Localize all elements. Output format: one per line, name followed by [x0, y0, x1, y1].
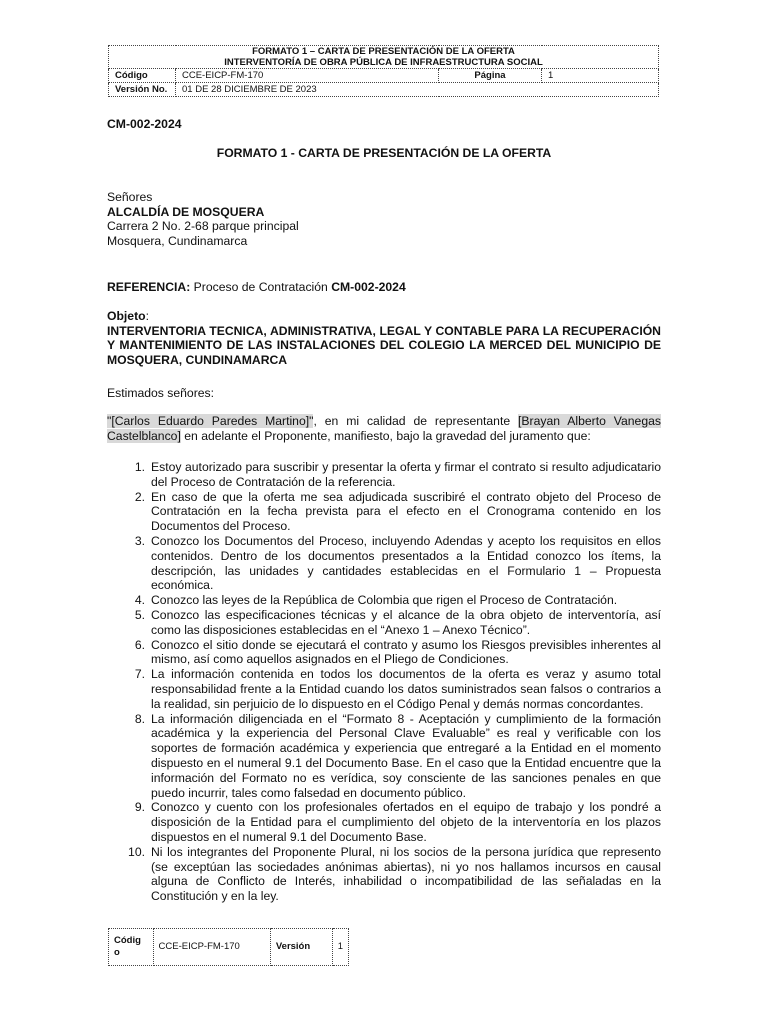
list-item: [107, 490, 661, 534]
object-block: [107, 309, 661, 367]
reference-label: REFERENCIA:: [107, 280, 191, 294]
object-text: INTERVENTORIA TECNICA, ADMINISTRATIVA, LEGAL Y CONTABLE PARA LA RECUPERACIÓN Y MANTENIMIENTO DE LAS INSTALACIONES DEL COLEGIO LA MERCED DEL MUNICIPIO DE MOSQUERA, CUNDINAMARCA: [107, 323, 661, 367]
header-title-line1: FORMATO 1 – CARTA DE PRESENTACIÓN DE LA OFERTA: [252, 46, 515, 57]
list-item: [107, 608, 661, 638]
list-item-text: Conozco el sitio donde se ejecutará el contrato y asumo los Riesgos previsibles inherentes al mismo, así como aquellos asignados en el Pliego de Condiciones.: [151, 637, 661, 667]
list-item: [107, 638, 661, 668]
list-item-number: 10.: [128, 844, 145, 859]
footer-code-value: CCE-EICP-FM-170: [153, 929, 270, 966]
reference-code: CM-002-2024: [331, 280, 406, 294]
list-item-number: 6.: [134, 637, 145, 652]
header-version-label: Versión No.: [109, 83, 176, 97]
list-item-text: Conozco las leyes de la República de Colombia que rigen el Proceso de Contratación.: [151, 593, 618, 608]
address-line-2: Mosquera, Cundinamarca: [107, 233, 248, 248]
list-item: [107, 593, 661, 608]
list-item-text: La información contenida en todos los documentos de la oferta es veraz y asumo total responsabilidad frente a la Entidad cuando los datos suministrados sean falsos o contrarios a la realidad, sin perjuicio de lo dispuesto en el Código Penal y demás normas concordantes.: [151, 667, 661, 711]
list-item-number: 4.: [134, 593, 145, 608]
list-item: [107, 667, 661, 711]
list-item-number: 8.: [134, 711, 145, 726]
list-item-number: 3.: [134, 533, 145, 548]
proposer-name: "[Carlos Eduardo Paredes Martino]": [107, 414, 314, 428]
list-item: [107, 800, 661, 844]
object-colon: :: [145, 309, 149, 323]
process-code: CM-002-2024: [107, 117, 182, 131]
footer-version-label: Versión: [270, 929, 332, 966]
list-item-text: Conozco los Documentos del Proceso, incluyendo Adendas y acepto los requisitos en ellos contenidos. Dentro de los documentos presentados a la Entidad conozco los ítems, la descripción, las unidades y cantidades establecidas en el Formulario 1 – Propuesta económica.: [151, 533, 661, 593]
object-label: Objeto: [107, 309, 146, 323]
header-page-label: Página: [439, 69, 542, 83]
list-item-text: La información diligenciada en el “Formato 8 - Aceptación y cumplimiento de la formación académica y la experiencia del Personal Clave Evaluable” es real y verificable con los soportes de formación académica y experiencia que entregaré a la Entidad en el momento dispuesto en el numeral 9.1 del Documento Base. En el caso que la Entidad encuentre que la información del Formato no es verídica, soy consciente de las sanciones penales en que puedo incurrir, tales como falsedad en documento público.: [151, 711, 661, 800]
list-item: [107, 845, 661, 904]
list-item: [107, 460, 661, 490]
header-code-value: CCE-EICP-FM-170: [176, 69, 439, 83]
declarations-list: [107, 460, 661, 904]
list-item: [107, 534, 661, 593]
footer-table: [108, 928, 349, 966]
intro-mid: , en mi calidad de representante: [313, 414, 519, 428]
list-item-number: 7.: [134, 667, 145, 682]
header-code-label: Código: [109, 69, 176, 83]
list-item: [107, 712, 661, 801]
recipient-block: [107, 190, 661, 248]
salutation: Señores: [107, 190, 153, 204]
reference-text: Proceso de Contratación: [190, 280, 332, 294]
intro-end: en adelante el Proponente, manifiesto, bajo la gravedad del juramento que:: [180, 428, 591, 443]
header-title: [109, 46, 659, 69]
list-item-text: Ni los integrantes del Proponente Plural, ni los socios de la persona jurídica que represento (se exceptúan las sociedades anónimas abiertas), ni yo nos hallamos incursos en causal alguna de Conflicto de Interés, inhabilidad o incompatibilidad de las señaladas en la Constitución y en la ley.: [151, 844, 661, 904]
address-line-1: Carrera 2 No. 2-68 parque principal: [107, 219, 299, 234]
header-version-value: 01 DE 28 DICIEMBRE DE 2023: [176, 83, 659, 97]
footer-version-value: 1: [332, 929, 348, 966]
reference-line: [107, 280, 661, 295]
list-item-number: 5.: [134, 607, 145, 622]
format-title: FORMATO 1 - CARTA DE PRESENTACIÓN DE LA OFERTA: [216, 146, 552, 160]
representative-name: [Brayan Alberto Vanegas Castelblanco]: [107, 414, 661, 443]
list-item-text: Conozco y cuento con los profesionales ofertados en el equipo de trabajo y los pondré a disposición de la Entidad para el cumplimiento del objeto de la interventoría en los plazos dispuestos en el numeral 9.1 del Documento Base.: [151, 800, 661, 844]
list-item-text: En caso de que la oferta me sea adjudicada suscribiré el contrato objeto del Proceso de Contratación en la fecha prevista para el efecto en el Cronograma contenido en los Documentos del Proceso.: [151, 489, 661, 534]
header-page-value: 1: [542, 69, 659, 83]
list-item-text: Conozco las especificaciones técnicas y el alcance de la obra objeto de interventoría, así como las disposiciones establecidas en el “Anexo 1 – Anexo Técnico”.: [151, 607, 661, 637]
intro-paragraph: [107, 414, 661, 443]
footer-code-label: Códig o: [109, 929, 154, 966]
list-item-number: 9.: [134, 800, 145, 815]
recipient-name: ALCALDÍA DE MOSQUERA: [107, 204, 265, 219]
list-item-number: 1.: [134, 460, 145, 474]
list-item-number: 2.: [134, 489, 145, 504]
list-item-text: Estoy autorizado para suscribir y presentar la oferta y firmar el contrato si resulto adjudicatario del Proceso de Contratación de la referencia.: [151, 460, 661, 489]
greeting: Estimados señores:: [107, 386, 215, 400]
header-table: [108, 45, 659, 97]
header-title-line2: INTERVENTORÍA DE OBRA PÚBLICA DE INFRAESTRUCTURA SOCIAL: [224, 57, 543, 68]
